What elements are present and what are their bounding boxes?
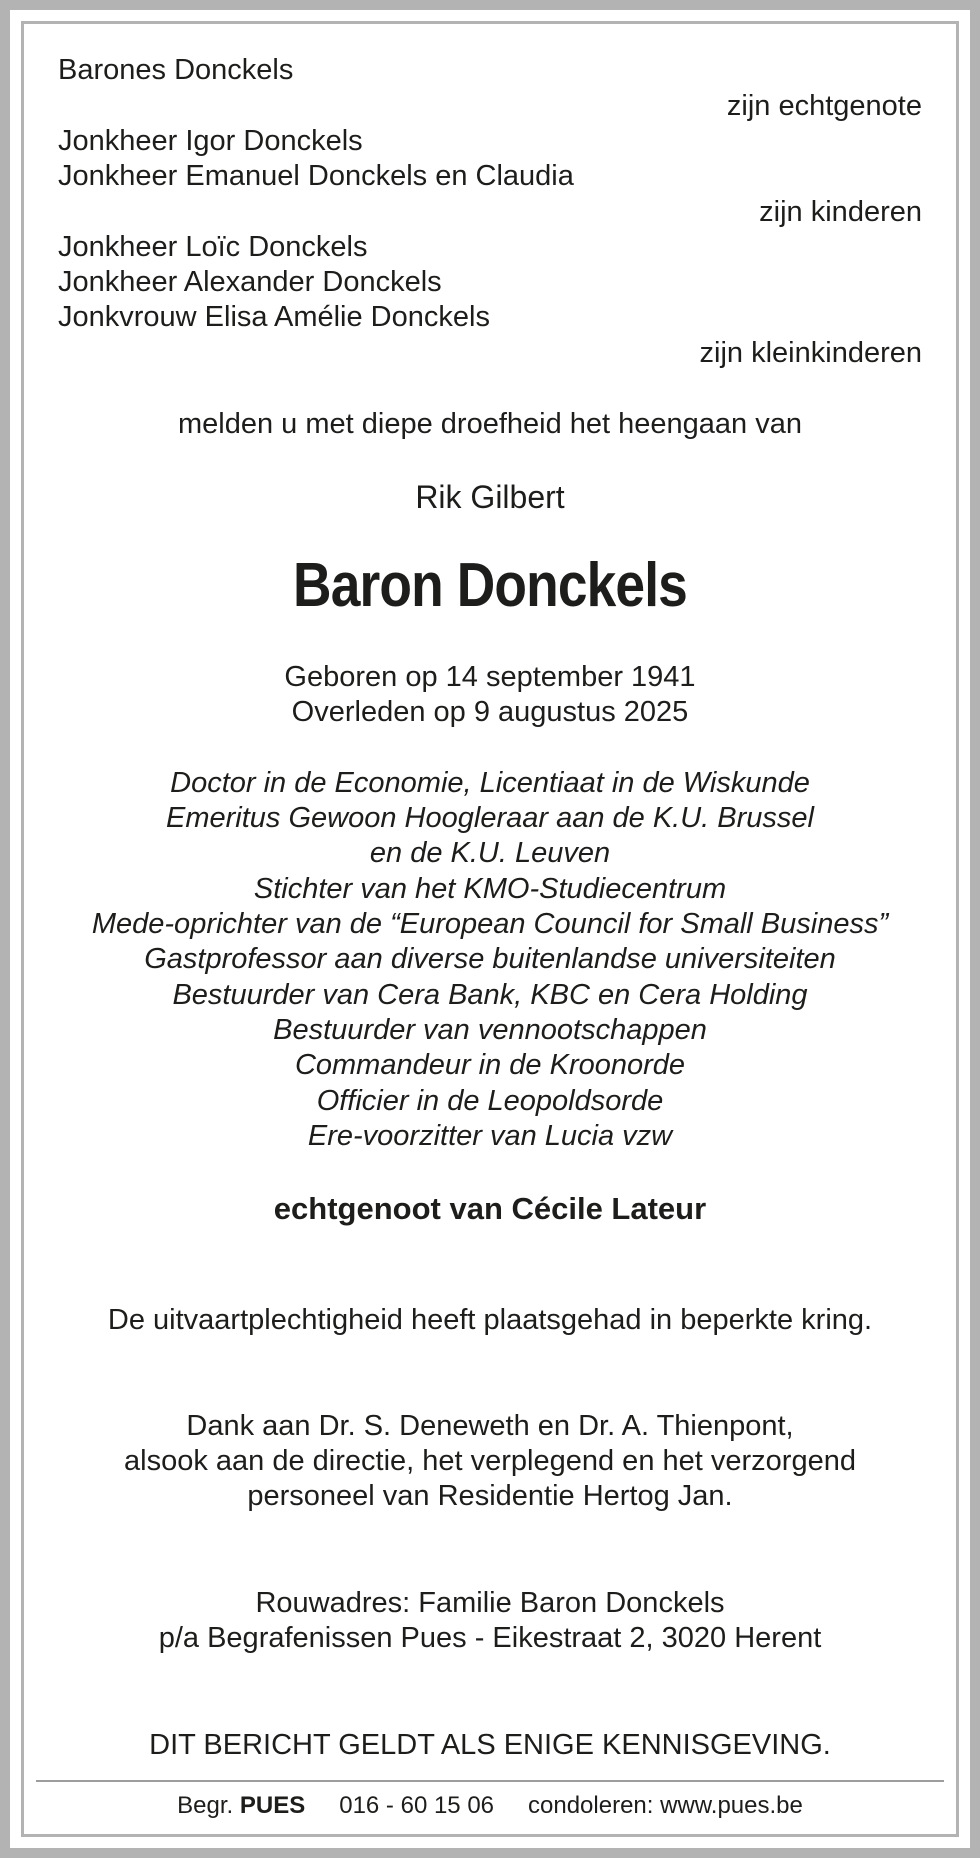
children-role: zijn kinderen [759, 196, 922, 228]
grandchild-name-3: Jonkvrouw Elisa Amélie Donckels [58, 301, 490, 333]
footer-phone: 016 - 60 15 06 [339, 1792, 495, 1819]
funeral-notice: De uitvaartplechtigheid heeft plaatsgehad in beperkte kring. [107, 1304, 873, 1336]
title-line-5: Mede-oprichter van de “European Council for Small Business” [91, 908, 889, 940]
grandchild-name-2: Jonkheer Alexander Donckels [58, 266, 442, 298]
address-line-2: p/a Begrafenissen Pues - Eikestraat 2, 3020 Herent [158, 1622, 822, 1654]
death-date: Overleden op 9 augustus 2025 [291, 696, 689, 728]
footer-divider [36, 1780, 944, 1782]
grandchild-name-1: Jonkheer Loïc Donckels [58, 231, 368, 263]
footer-company: PUES [239, 1792, 306, 1819]
thanks-line-3: personeel van Residentie Hertog Jan. [247, 1480, 733, 1512]
footer-condolences: condoleren: www.pues.be [528, 1792, 803, 1819]
title-line-8: Bestuurder van vennootschappen [273, 1014, 707, 1046]
announcement: melden u met diepe droefheid het heengaan van [178, 408, 802, 440]
thanks-line-1: Dank aan Dr. S. Deneweth en Dr. A. Thienpont, [186, 1410, 794, 1442]
notice-line: DIT BERICHT GELDT ALS ENIGE KENNISGEVING. [149, 1729, 831, 1761]
title-line-6: Gastprofessor aan diverse buitenlandse universiteiten [144, 943, 836, 975]
child-name-2: Jonkheer Emanuel Donckels en Claudia [58, 160, 574, 192]
spouse-line: echtgenoot van Cécile Lateur [273, 1191, 707, 1226]
title-line-1: Doctor in de Economie, Licentiaat in de Wiskunde [170, 767, 810, 799]
thanks-line-2: alsook aan de directie, het verplegend en het verzorgend [124, 1445, 856, 1477]
spouse-name: Barones Donckels [58, 54, 294, 86]
title-line-2: Emeritus Gewoon Hoogleraar aan de K.U. Brussel [166, 802, 814, 834]
footer [58, 1790, 922, 1822]
deceased-first-names: Rik Gilbert [415, 479, 565, 515]
footer-prefix: Begr. [177, 1792, 234, 1819]
spouse-role: zijn echtgenote [726, 90, 922, 122]
birth-date: Geboren op 14 september 1941 [284, 661, 696, 693]
deceased-title-name: Baron Donckels [293, 551, 687, 620]
title-line-10: Officier in de Leopoldsorde [316, 1085, 664, 1117]
title-line-4: Stichter van het KMO-Studiecentrum [253, 873, 727, 905]
title-line-11: Ere-voorzitter van Lucia vzw [307, 1120, 673, 1152]
grandchildren-role: zijn kleinkinderen [699, 337, 922, 369]
child-name-1: Jonkheer Igor Donckels [58, 125, 363, 157]
title-line-9: Commandeur in de Kroonorde [294, 1049, 686, 1081]
title-line-3: en de K.U. Leuven [369, 837, 611, 869]
title-line-7: Bestuurder van Cera Bank, KBC en Cera Holding [172, 979, 808, 1011]
address-line-1: Rouwadres: Familie Baron Donckels [255, 1587, 725, 1619]
